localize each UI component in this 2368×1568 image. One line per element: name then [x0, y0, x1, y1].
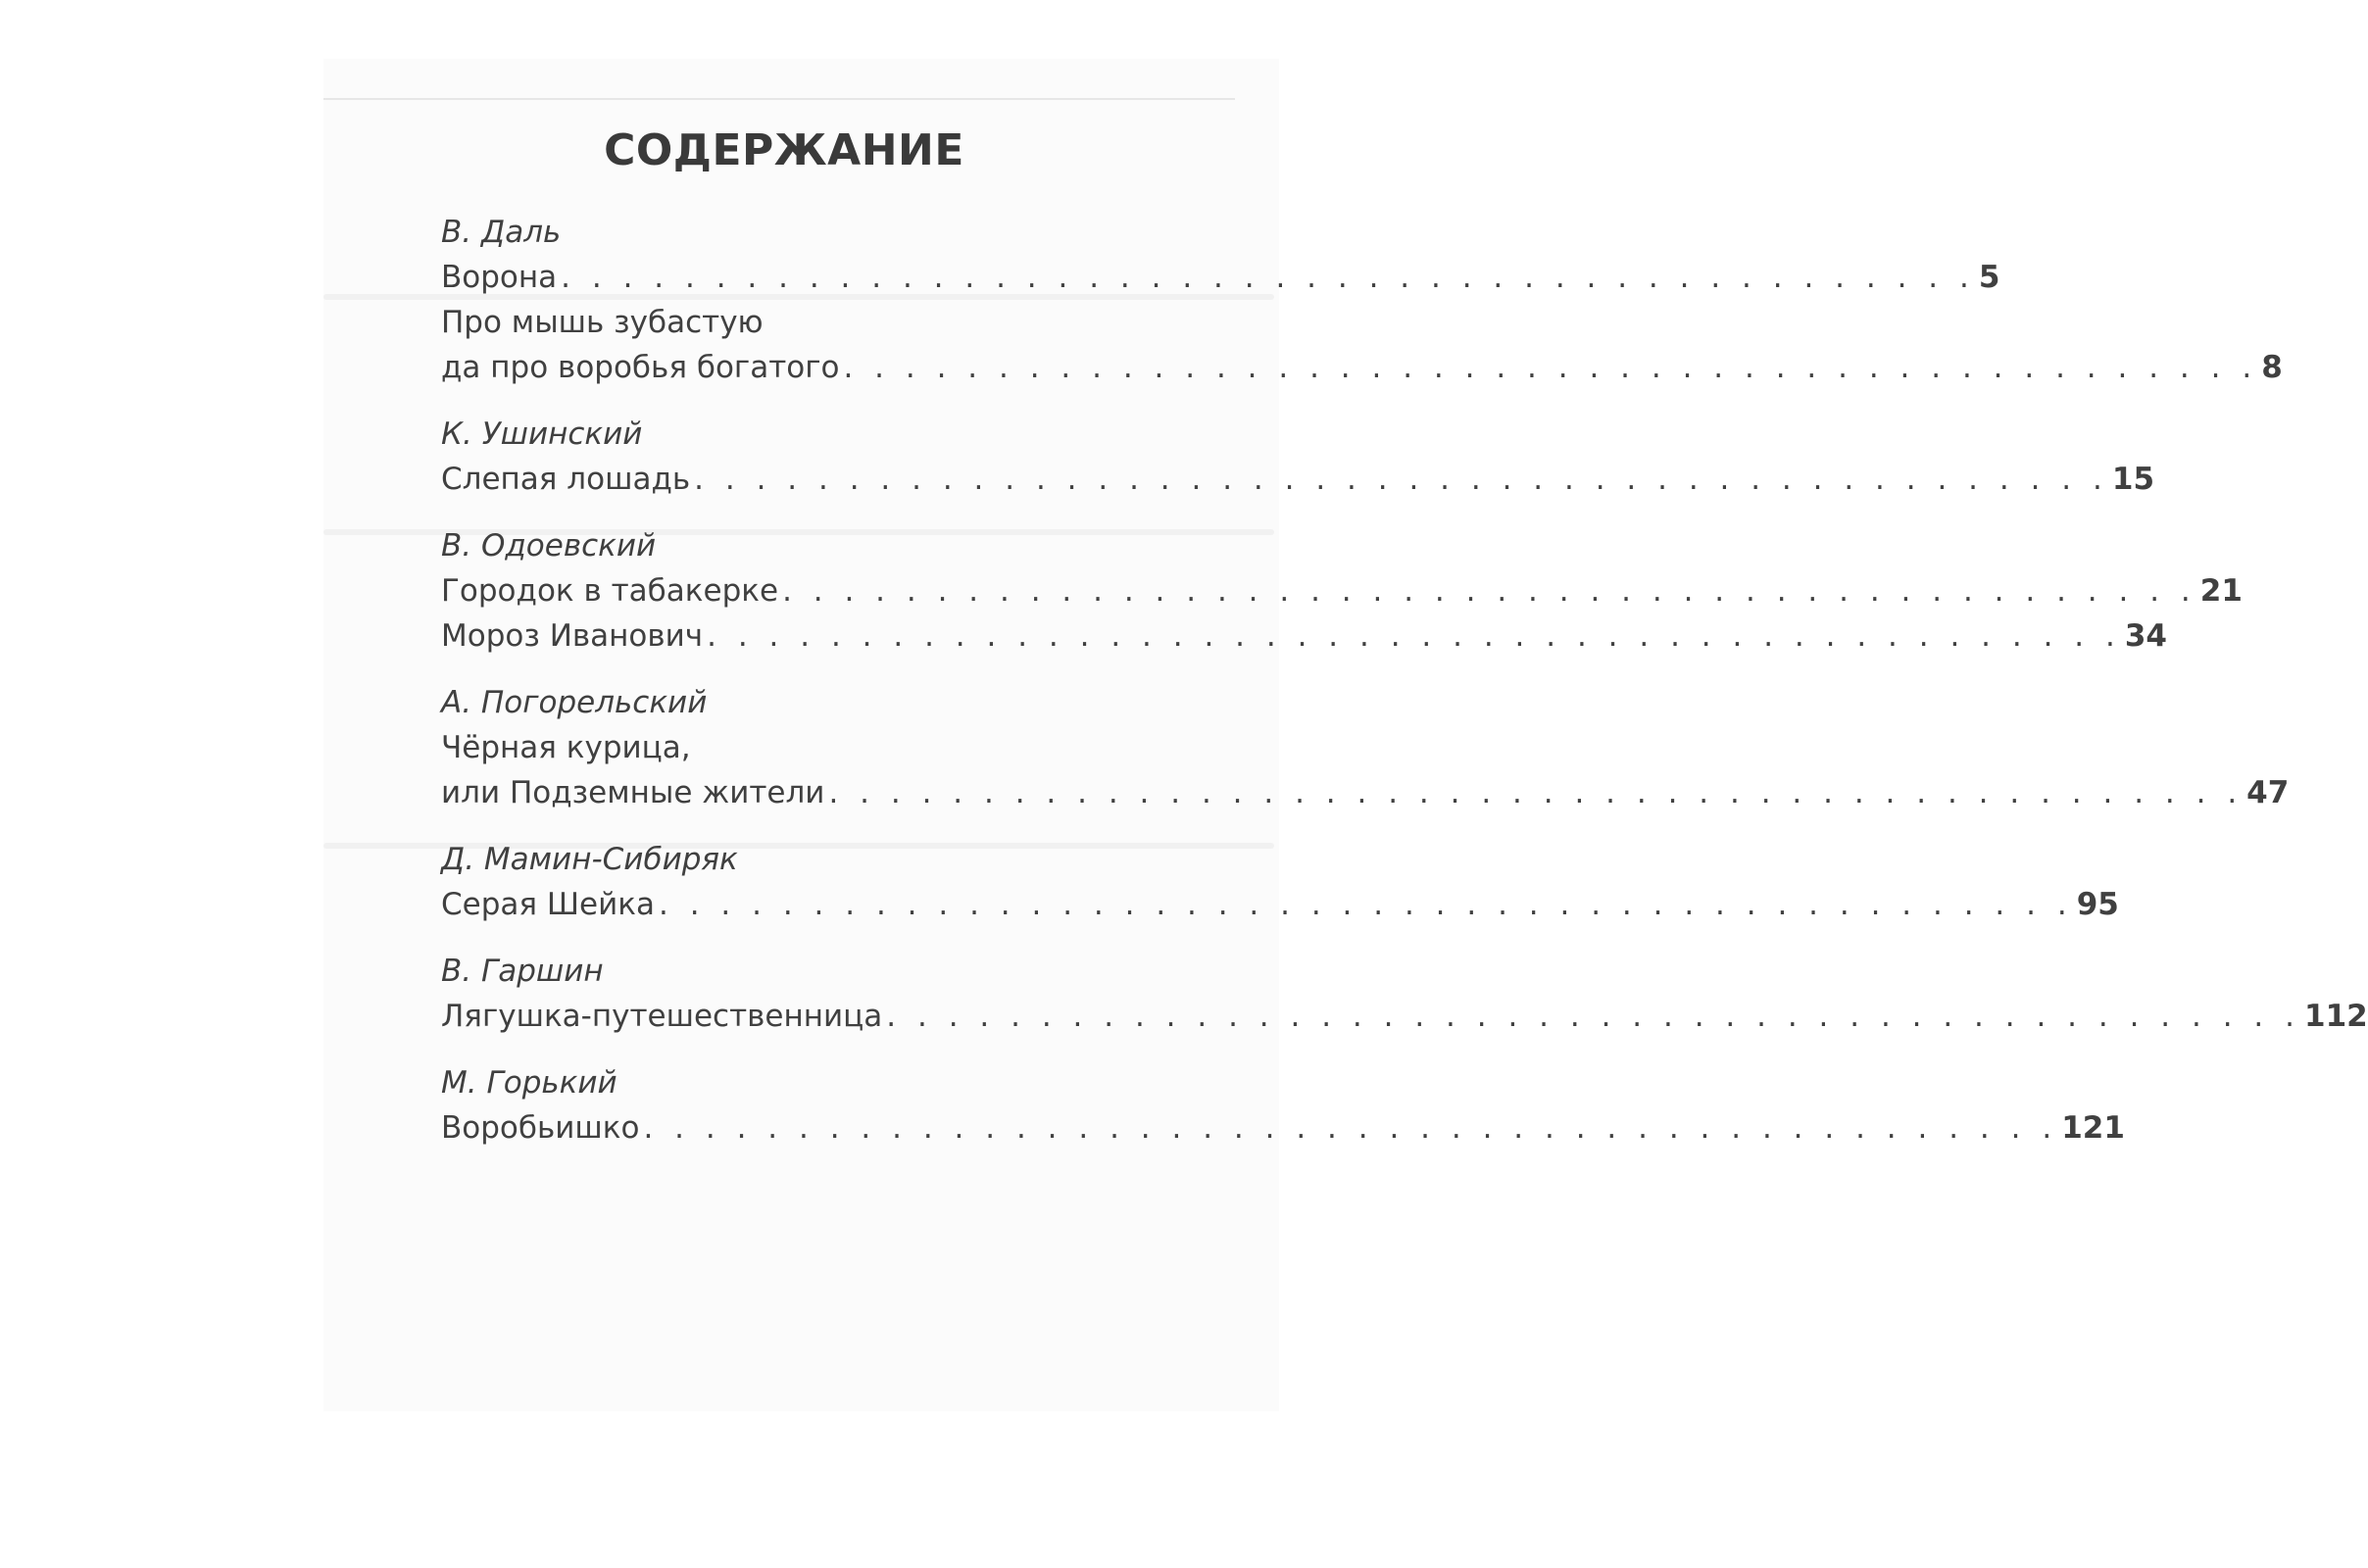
dot-leader: . . . . . . . . . . . . . . . . . . . . . . . . . . . . . . . . . . . . . . . . . . . . . . [694, 462, 2108, 497]
dot-leader: . . . . . . . . . . . . . . . . . . . . . . . . . . . . . . . . . . . . . . . . . . . . . . [843, 350, 2258, 385]
toc-author: В. Одоевский [441, 528, 657, 564]
dot-leader: . . . . . . . . . . . . . . . . . . . . . . . . . . . . . . . . . . . . . . . . . . . . . . [828, 775, 2244, 810]
toc-entry-title: Мороз Иванович [441, 618, 704, 654]
table-of-contents [441, 210, 2368, 1151]
toc-entry-title: или Подземные жители [441, 775, 825, 810]
toc-entry-title: Ворона [441, 260, 558, 295]
dot-leader: . . . . . . . . . . . . . . . . . . . . . . . . . . . . . . . . . . . . . . . . . . . . . . [886, 999, 2300, 1034]
toc-entry-page: 112 [2304, 999, 2368, 1034]
toc-entry-title-line1: Про мышь зубастую [441, 305, 764, 340]
toc-entry-multiline[interactable] [441, 725, 2290, 815]
toc-entry-title: Воробьишко [441, 1110, 640, 1146]
contents-heading: СОДЕРЖАНИЕ [604, 125, 964, 175]
toc-entry[interactable] [441, 255, 2000, 300]
dot-leader: . . . . . . . . . . . . . . . . . . . . . . . . . . . . . . . . . . . . . . . . . . . . . . [782, 573, 2196, 609]
dot-leader: . . . . . . . . . . . . . . . . . . . . . . . . . . . . . . . . . . . . . . . . . . . . . . [643, 1110, 2058, 1146]
toc-entry[interactable] [441, 1105, 2125, 1151]
toc-entry-page: 34 [2124, 618, 2167, 654]
toc-entry-page: 15 [2111, 462, 2155, 497]
dot-leader: . . . . . . . . . . . . . . . . . . . . . . . . . . . . . . . . . . . . . . . . . . . . . . [658, 887, 2073, 922]
toc-entry[interactable] [441, 882, 2119, 927]
toc-entry-title: Слепая лошадь [441, 462, 691, 497]
toc-entry-page: 47 [2246, 775, 2290, 810]
toc-entry-title: Серая Шейка [441, 887, 655, 922]
toc-entry [441, 770, 2290, 815]
toc-author: М. Горький [441, 1065, 617, 1101]
toc-author: В. Даль [441, 215, 562, 250]
toc-entry-title: Лягушка-путешественница [441, 999, 883, 1034]
dot-leader: . . . . . . . . . . . . . . . . . . . . . . . . . . . . . . . . . . . . . . . . . . . . . . [561, 260, 1975, 295]
toc-author: К. Ушинский [441, 416, 643, 452]
toc-author: А. Погорельский [441, 685, 708, 720]
toc-entry-multiline[interactable] [441, 300, 2283, 390]
toc-entry-page: 95 [2076, 887, 2119, 922]
toc-entry[interactable] [441, 568, 2243, 613]
toc-entry-title: да про воробья богатого [441, 350, 840, 385]
header-rule [323, 98, 1235, 100]
toc-entry-page: 21 [2199, 573, 2243, 609]
toc-entry[interactable] [441, 457, 2155, 502]
toc-entry-page: 5 [1978, 260, 2000, 295]
toc-author: Д. Мамин-Сибиряк [441, 842, 738, 877]
toc-entry-page: 121 [2061, 1110, 2125, 1146]
toc-entry-title: Городок в табакерке [441, 573, 779, 609]
toc-entry[interactable] [441, 613, 2167, 659]
toc-entry-title-line1: Чёрная курица, [441, 730, 691, 765]
toc-entry-page: 8 [2261, 350, 2283, 385]
toc-author: В. Гаршин [441, 954, 604, 989]
toc-entry[interactable] [441, 994, 2368, 1039]
dot-leader: . . . . . . . . . . . . . . . . . . . . . . . . . . . . . . . . . . . . . . . . . . . . . . [707, 618, 2121, 654]
toc-entry [441, 345, 2283, 390]
